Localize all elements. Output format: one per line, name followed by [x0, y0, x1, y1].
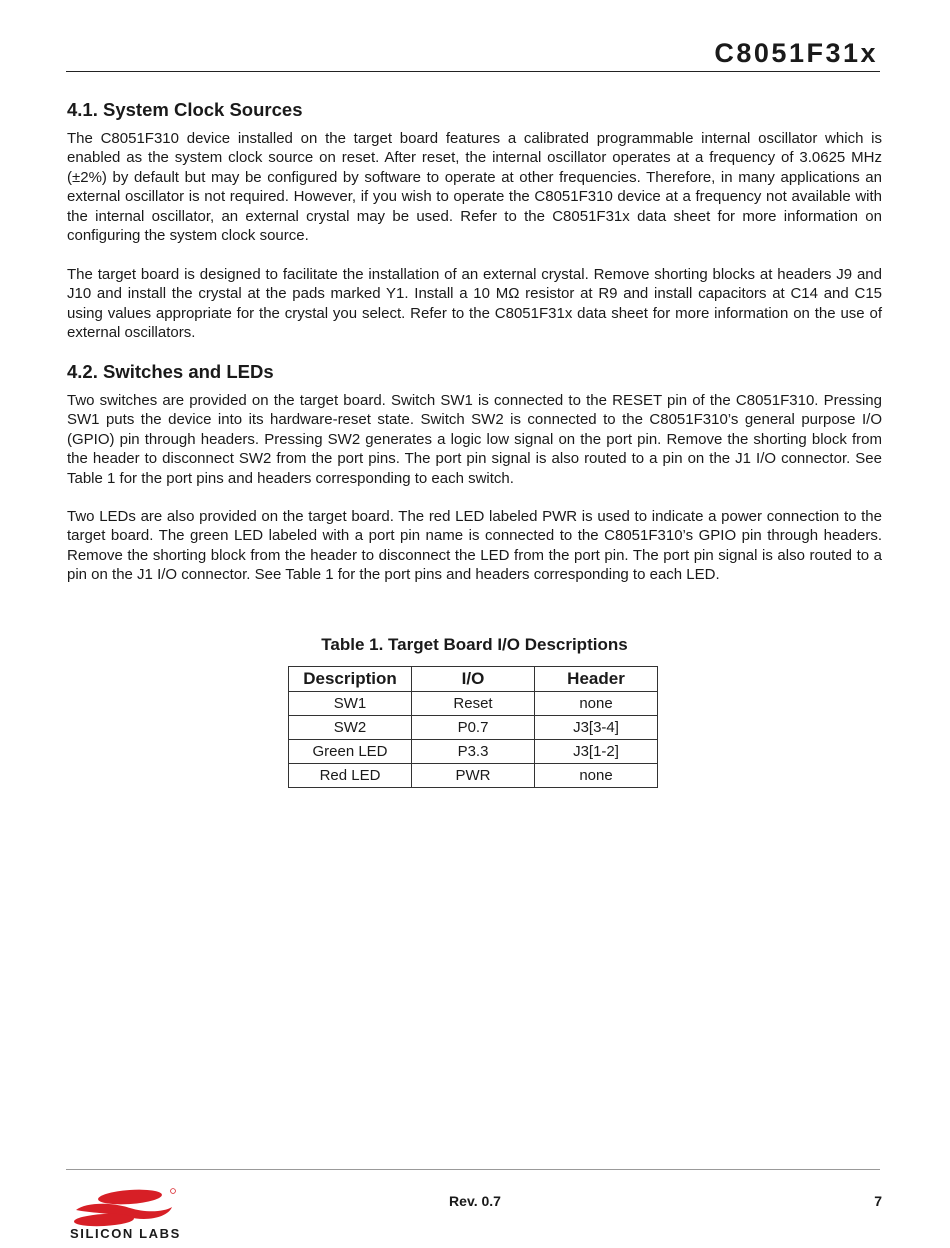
column-header-header: Header — [535, 667, 658, 692]
table-row — [289, 740, 658, 764]
section-heading-system-clock: 4.1. System Clock Sources — [67, 99, 303, 120]
cell-io: P3.3 — [412, 740, 535, 764]
section-heading-switches-leds: 4.2. Switches and LEDs — [67, 361, 274, 382]
document-title: C8051F31x — [714, 38, 878, 68]
footer-divider — [66, 1169, 880, 1170]
cell-io: PWR — [412, 764, 535, 788]
page-number: 7 — [874, 1193, 882, 1209]
column-header-io: I/O — [412, 667, 535, 692]
table-row — [289, 764, 658, 788]
revision-label: Rev. 0.7 — [449, 1193, 501, 1209]
column-header-description: Description — [289, 667, 412, 692]
cell-header: none — [535, 764, 658, 788]
cell-description: Green LED — [289, 740, 412, 764]
cell-io: Reset — [412, 692, 535, 716]
table-row — [289, 716, 658, 740]
table-header-row — [289, 667, 658, 692]
table-caption: Table 1. Target Board I/O Descriptions — [321, 635, 628, 654]
paragraph-clock-1: The C8051F310 device installed on the target board features a calibrated programmable internal oscillator which is enabled as the system clock source on reset. After reset, the internal oscillator operates at a frequency of 3.0625 MHz (±2%) by default but may be configured by software to operate at other frequencies. Therefore, in many applications an external oscillator is not required. However, if you wish to operate the C8051F310 device at a frequency not available with the internal oscillator, an external crystal may be used. Refer to the C8051F31x data sheet for more information on configuring the system clock source. — [67, 130, 882, 245]
cell-description: Red LED — [289, 764, 412, 788]
cell-header: J3[3-4] — [535, 716, 658, 740]
header-divider — [66, 71, 880, 72]
paragraph-clock-2: The target board is designed to facilitate the installation of an external crystal. Remove shorting blocks at headers J9 and J10 and install the crystal at the pads marked Y1. Install a 10 MΩ resistor at R9 and install capacitors at C14 and C15 using values appropriate for the crystal you select. Refer to the C8051F31x data sheet for more information on the use of external oscillators. — [67, 266, 882, 342]
cell-description: SW1 — [289, 692, 412, 716]
cell-description: SW2 — [289, 716, 412, 740]
io-descriptions-table — [288, 666, 658, 788]
cell-header: J3[1-2] — [535, 740, 658, 764]
cell-header: none — [535, 692, 658, 716]
paragraph-switches: Two switches are provided on the target board. Switch SW1 is connected to the RESET pin of the C8051F310. Pressing SW1 puts the device into its hardware-reset state. Switch SW2 is connected to the C8051F310’s general purpose I/O (GPIO) pin through headers. Pressing SW2 generates a logic low signal on the port pin. Remove the shorting block from the header to disconnect SW2 from the port pins. The port pin signal is also routed to a pin on the J1 I/O connector. See Table 1 for the port pins and headers corresponding to each switch. — [67, 392, 882, 487]
table-row — [289, 692, 658, 716]
cell-io: P0.7 — [412, 716, 535, 740]
logo-wordmark: SILICON LABS — [70, 1226, 181, 1241]
paragraph-leds: Two LEDs are also provided on the target board. The red LED labeled PWR is used to indicate a power connection to the target board. The green LED labeled with a port pin name is connected to the C8051F310’s GPIO pin through headers. Remove the shorting block from the header to disconnect the LED from the port pin. The port pin signal is also routed to a pin on the J1 I/O connector. See Table 1 for the port pins and headers corresponding to each LED. — [67, 508, 882, 584]
